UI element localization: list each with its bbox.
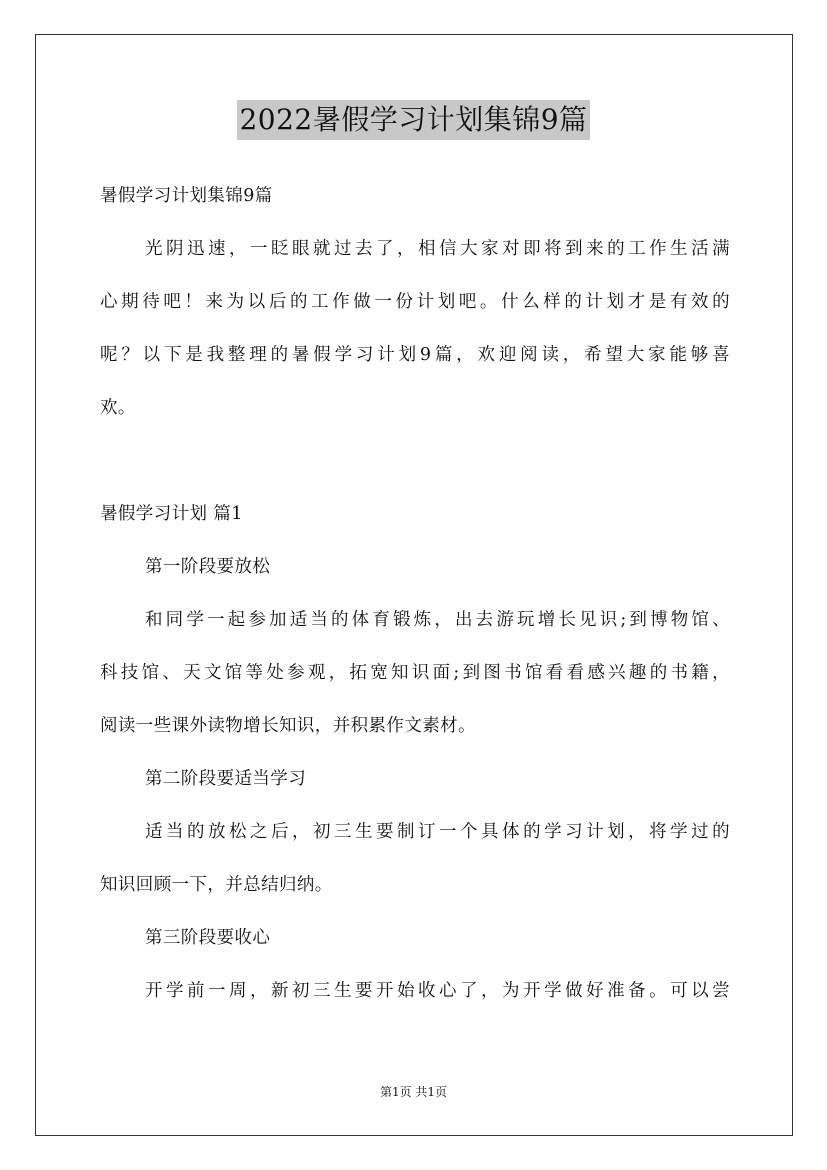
- text-line: 呢？以下是我整理的暑假学习计划9篇，欢迎阅读，希望大家能够喜: [100, 345, 730, 365]
- text-line: 开学前一周，新初三生要开始收心了，为开学做好准备。可以尝: [145, 981, 730, 1001]
- text-line: 心期待吧！来为以后的工作做一份计划吧。什么样的计划才是有效的: [100, 292, 730, 312]
- text-line: 欢。: [100, 398, 136, 418]
- text-line: 知识回顾一下，并总结归纳。: [100, 875, 333, 895]
- page-footer: 第1页 共1页: [379, 1085, 448, 1099]
- text-line: 和同学一起参加适当的体育锻炼，出去游玩增长见识;到博物馆、: [145, 610, 730, 630]
- paragraph-gap: [100, 435, 730, 488]
- document-body: [100, 170, 730, 1018]
- text-line: 暑假学习计划 篇1: [100, 504, 243, 524]
- document-title: 2022暑假学习计划集锦9篇: [237, 100, 589, 140]
- text-line: 第二阶段要适当学习: [145, 769, 307, 789]
- text-line: 第三阶段要收心: [145, 928, 271, 948]
- text-line: 科技馆、天文馆等处参观，拓宽知识面;到图书馆看看感兴趣的书籍，: [100, 663, 730, 683]
- text-line: 第一阶段要放松: [145, 557, 271, 577]
- title-container: [0, 100, 827, 140]
- text-line: 暑假学习计划集锦9篇: [100, 186, 273, 206]
- text-line: 适当的放松之后，初三生要制订一个具体的学习计划，将学过的: [145, 822, 730, 842]
- text-line: 光阴迅速，一眨眼就过去了，相信大家对即将到来的工作生活满: [145, 239, 730, 259]
- text-line: 阅读一些课外读物增长知识，并积累作文素材。: [100, 716, 476, 736]
